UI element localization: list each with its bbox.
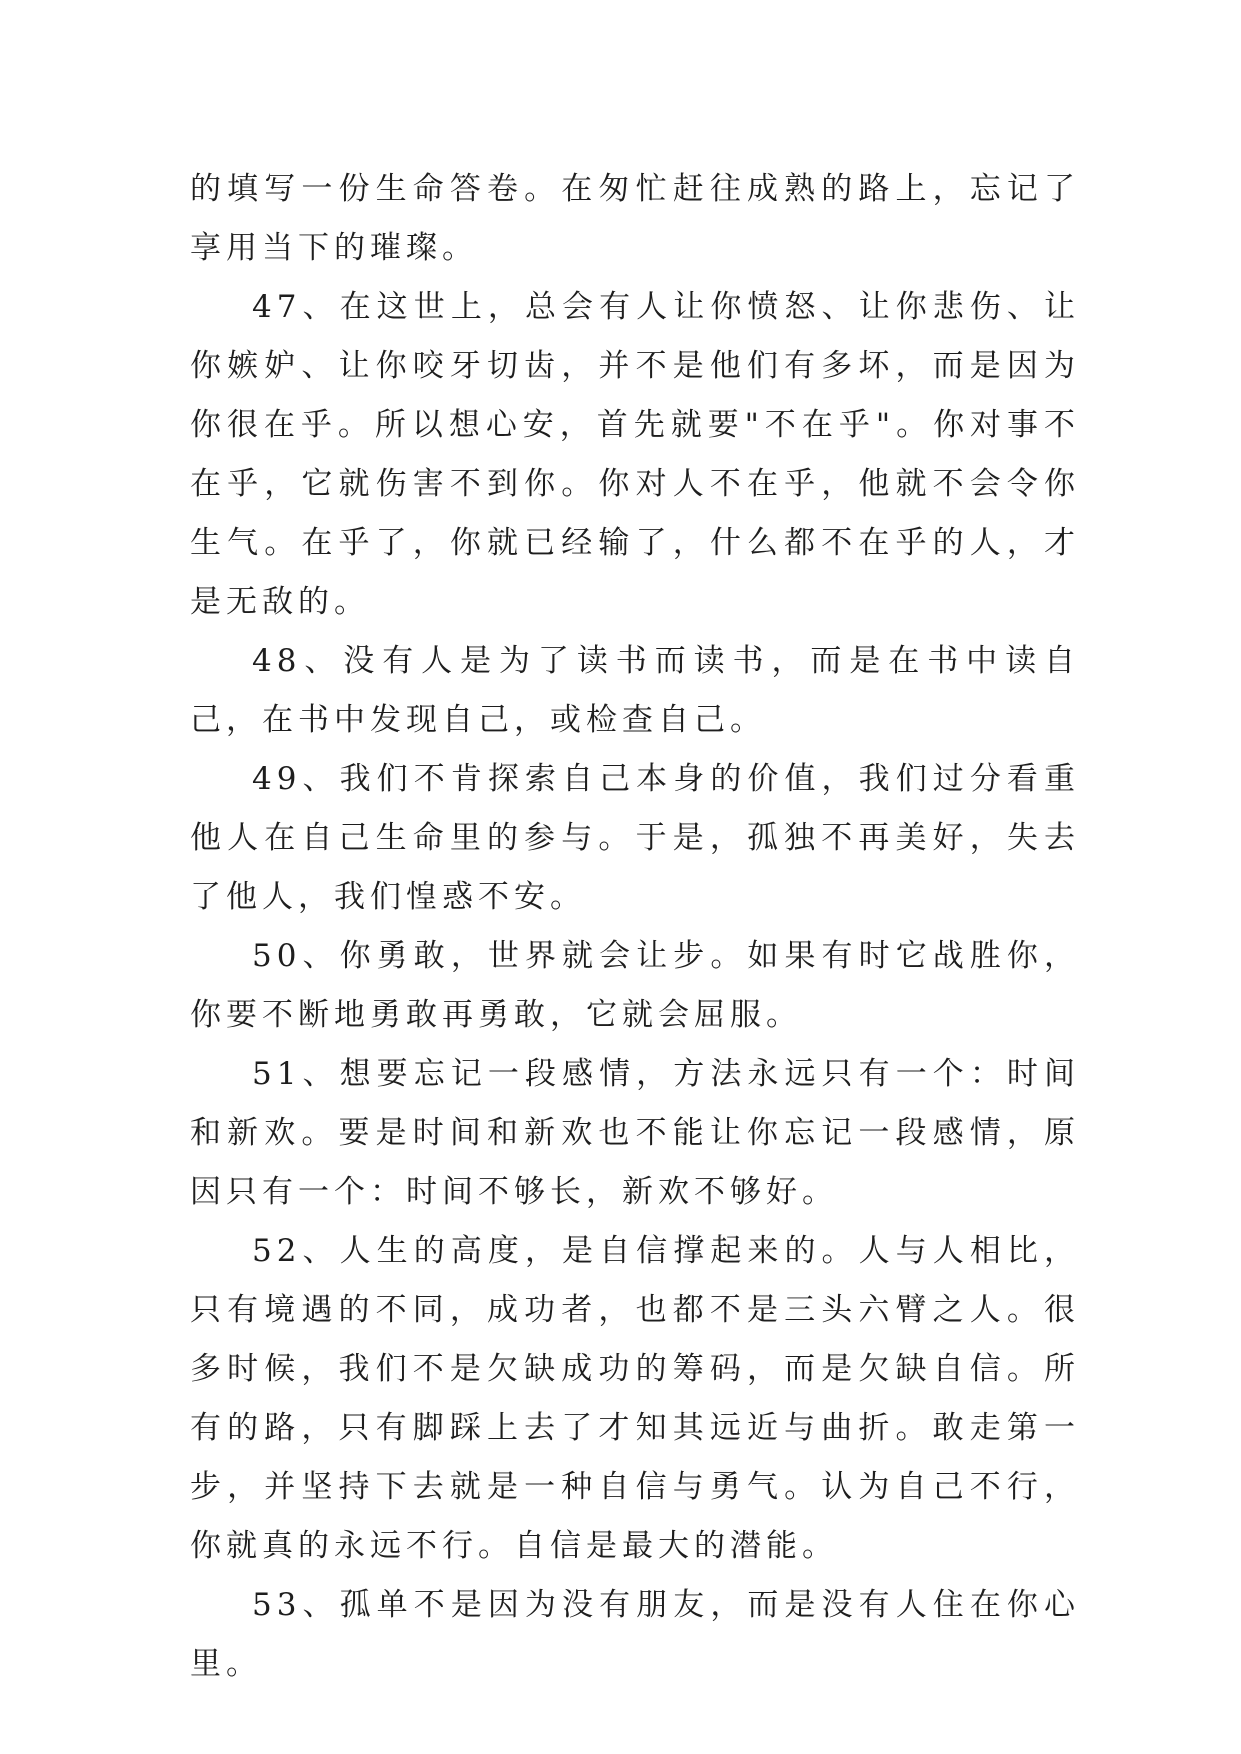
- paragraph-50: 50、你勇敢，世界就会让步。如果有时它战胜你，你要不断地勇敢再勇敢，它就会屈服。: [190, 938, 1080, 1033]
- paragraph-51: 51、想要忘记一段感情，方法永远只有一个：时间和新欢。要是时间和新欢也不能让你忘记一段感情，原因只有一个：时间不够长，新欢不够好。: [190, 1056, 1080, 1210]
- document-body: [190, 160, 1080, 1694]
- paragraph-52: 52、人生的高度，是自信撑起来的。人与人相比，只有境遇的不同，成功者，也都不是三头六臂之人。很多时候，我们不是欠缺成功的筹码，而是欠缺自信。所有的路，只有脚踩上去了才知其远近与曲折。敢走第一步，并坚持下去就是一种自信与勇气。认为自己不行，你就真的永远不行。自信是最大的潜能。: [190, 1233, 1080, 1564]
- paragraph-49: 49、我们不肯探索自己本身的价值，我们过分看重他人在自己生命里的参与。于是，孤独不再美好，失去了他人，我们惶惑不安。: [190, 761, 1080, 915]
- paragraph-53: 53、孤单不是因为没有朋友，而是没有人住在你心里。: [190, 1587, 1080, 1682]
- paragraph-46-continuation: 的填写一份生命答卷。在匆忙赶往成熟的路上，忘记了享用当下的璀璨。: [190, 171, 1080, 266]
- paragraph-47: 47、在这世上，总会有人让你愤怒、让你悲伤、让你嫉妒、让你咬牙切齿，并不是他们有多坏，而是因为你很在乎。所以想心安，首先就要"不在乎"。你对事不在乎，它就伤害不到你。你对人不在乎，他就不会令你生气。在乎了，你就已经输了，什么都不在乎的人，才是无敌的。: [190, 289, 1080, 620]
- paragraph-48: 48、没有人是为了读书而读书，而是在书中读自己，在书中发现自己，或检查自己。: [190, 643, 1080, 738]
